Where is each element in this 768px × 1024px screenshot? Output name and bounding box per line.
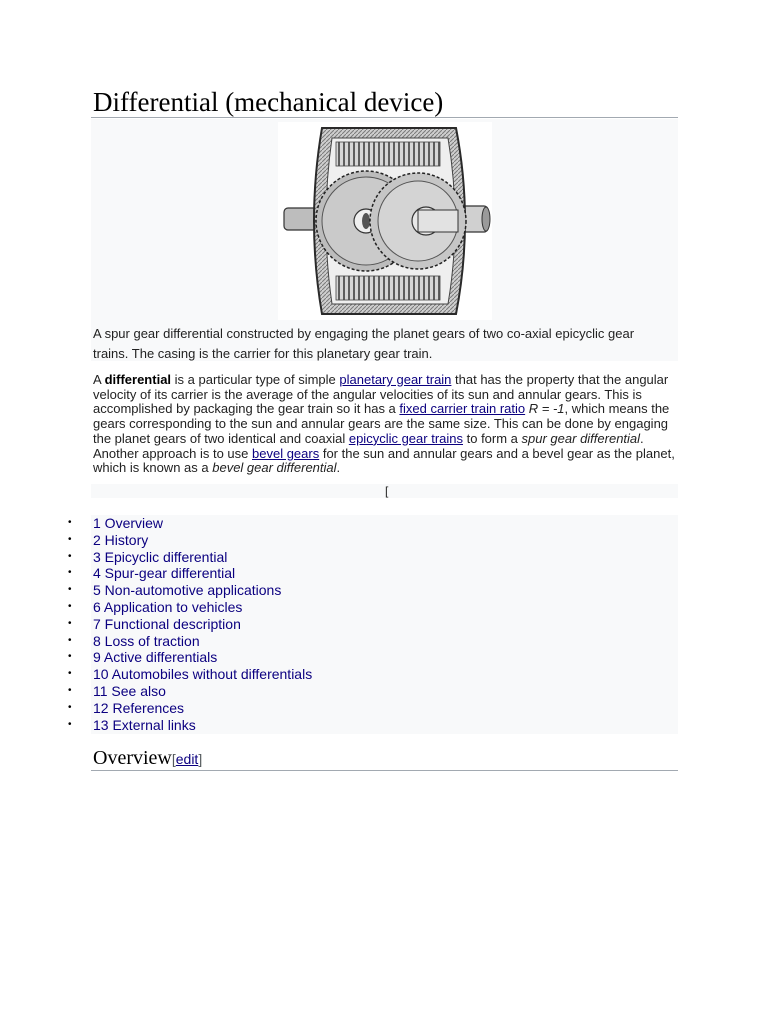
bullet-icon: • <box>68 634 72 646</box>
bullet-icon: • <box>68 517 72 528</box>
planetary-gear-train-link[interactable]: planetary gear train <box>339 372 452 387</box>
intro-text-9: . <box>336 460 341 476</box>
intro-text-8: for the sun and annular gears and a bevel gear as the planet, which is known as a <box>93 445 675 476</box>
toc-link-see-also[interactable]: 11 See also <box>93 682 166 699</box>
bullet-icon: • <box>68 668 72 680</box>
bullet-icon: • <box>68 567 72 579</box>
bullet-icon: • <box>68 718 72 730</box>
section-title: Overview <box>93 747 172 769</box>
bevel-gears-link[interactable]: bevel gears <box>252 445 320 461</box>
toc-link-loss-of-traction[interactable]: 8 Loss of traction <box>93 632 200 649</box>
section-heading-overview <box>93 746 202 771</box>
edit-section-link <box>172 751 202 767</box>
fixed-carrier-train-ratio-link[interactable]: fixed carrier train ratio <box>399 401 526 417</box>
bullet-icon: • <box>68 533 72 545</box>
intro-spur-gear-differential: spur gear differential <box>521 430 641 446</box>
bullet-icon: • <box>68 617 72 629</box>
intro-text-5: , which means the gears corresponding to the sun and annular gears are the same size. This can be done by engaging the planet gears of two identical and coaxial <box>93 401 670 446</box>
toc-link-epicyclic-differential[interactable]: 3 Epicyclic differential <box>93 548 228 565</box>
toc-link-history[interactable]: 2 History <box>93 531 149 548</box>
spur-gear-differential-image[interactable] <box>278 122 492 320</box>
page-title: Differential (mechanical device) <box>93 87 444 117</box>
toc-link-references[interactable]: 12 References <box>93 699 185 716</box>
intro-bold-term: differential <box>104 372 172 387</box>
epicyclic-gear-trains-link[interactable]: epicyclic gear trains <box>348 430 463 446</box>
intro-text-1: A <box>93 372 105 387</box>
toc-link-external-links[interactable]: 13 External links <box>93 716 196 733</box>
bullet-icon: • <box>68 600 72 612</box>
intro-text-2: is a particular type of simple <box>171 372 340 387</box>
section-divider <box>91 770 678 771</box>
toc-link-spur-gear-differential[interactable]: 4 Spur-gear differential <box>93 565 236 582</box>
intro-ratio: R = -1 <box>528 401 565 417</box>
edit-bracket-open: [ <box>171 751 176 767</box>
toc-link-overview[interactable]: 1 Overview <box>93 515 164 531</box>
intro-text-6: to form a <box>463 430 522 446</box>
title-divider <box>91 117 678 118</box>
edit-link[interactable]: edit <box>175 751 199 767</box>
toc-link-non-automotive-applications[interactable]: 5 Non-automotive applications <box>93 582 282 599</box>
figure-caption: A spur gear differential constructed by engaging the planet gears of two co-axial epicyclic gear trains. The casing is the carrier for this planetary gear train. <box>93 326 635 361</box>
bullet-icon: • <box>68 651 72 663</box>
bullet-icon: • <box>68 584 72 596</box>
edit-bracket-close: ] <box>198 751 203 767</box>
intro-text-7: . Another approach is to use <box>93 430 644 461</box>
intro-text-3: that has the property that the angular velocity of its carrier is the average of the angular velocities of its sun and annular gears. This is accomplished by packaging the gear train so it has a <box>93 372 669 417</box>
bullet-icon: • <box>68 550 72 562</box>
intro-bevel-gear-differential: bevel gear differential <box>212 460 337 476</box>
toc-link-automobiles-without-differentials[interactable]: 10 Automobiles without differentials <box>93 666 313 683</box>
toc-link-active-differentials[interactable]: 9 Active differentials <box>93 649 218 666</box>
bracket-text: [ <box>385 484 389 498</box>
intro-paragraph <box>93 373 675 476</box>
bullet-icon: • <box>68 701 72 713</box>
bullet-icon: • <box>68 684 72 696</box>
toc-link-application-to-vehicles[interactable]: 6 Application to vehicles <box>93 598 243 615</box>
toc-link-functional-description[interactable]: 7 Functional description <box>93 615 241 632</box>
